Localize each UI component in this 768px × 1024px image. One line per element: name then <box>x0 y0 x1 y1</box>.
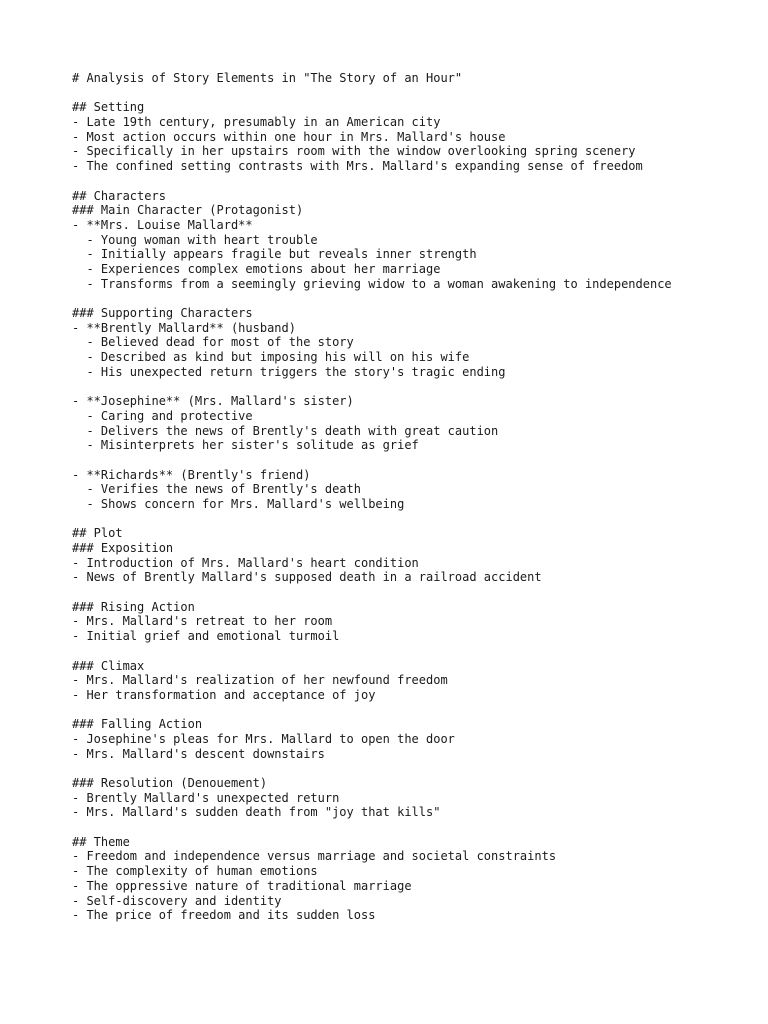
supporting-character-name: - **Richards** (Brently's friend) <box>72 467 311 482</box>
spacer <box>72 291 752 306</box>
supporting-character-name: - **Josephine** (Mrs. Mallard's sister) <box>72 394 354 409</box>
falling-action-item: - Mrs. Mallard's descent downstairs <box>72 746 325 761</box>
rising-action-heading: ### Rising Action <box>72 599 195 614</box>
resolution-heading: ### Resolution (Denouement) <box>72 776 268 790</box>
resolution-item: - Brently Mallard's unexpected return <box>72 790 340 805</box>
setting-heading: ## Setting <box>72 100 145 115</box>
climax-item: - Her transformation and acceptance of joy <box>72 687 376 702</box>
document-title: # Analysis of Story Elements in "The Story of an Hour" <box>72 71 463 85</box>
spacer <box>72 86 752 101</box>
supporting-character-trait: - Verifies the news of Brently's death <box>72 482 361 497</box>
theme-item: - The oppressive nature of traditional marriage <box>72 878 412 893</box>
theme-item: - Self-discovery and identity <box>72 893 282 908</box>
spacer <box>72 174 752 189</box>
setting-item: - Late 19th century, presumably in an American city <box>72 115 441 130</box>
characters-heading: ## Characters <box>72 188 166 203</box>
plot-heading: ## Plot <box>72 526 123 541</box>
exposition-item: - News of Brently Mallard's supposed death in a railroad accident <box>72 570 542 585</box>
supporting-characters-heading: ### Supporting Characters <box>72 306 253 320</box>
supporting-character-trait: - Described as kind but imposing his will on his wife <box>72 350 470 365</box>
theme-item: - The price of freedom and its sudden loss <box>72 908 376 923</box>
theme-heading: ## Theme <box>72 834 130 849</box>
main-character-trait: - Transforms from a seemingly grieving widow to a woman awakening to independence <box>72 276 672 291</box>
main-character-heading: ### Main Character (Protagonist) <box>72 203 304 218</box>
supporting-character-trait: - Shows concern for Mrs. Mallard's wellbeing <box>72 496 405 511</box>
supporting-character-trait: - Delivers the news of Brently's death with great caution <box>72 423 499 438</box>
spacer <box>72 761 752 776</box>
setting-item: - Most action occurs within one hour in Mrs. Mallard's house <box>72 129 506 144</box>
climax-heading: ### Climax <box>72 658 145 673</box>
spacer <box>72 644 752 659</box>
main-character-trait: - Young woman with heart trouble <box>72 232 318 247</box>
exposition-item: - Introduction of Mrs. Mallard's heart condition <box>72 555 419 570</box>
supporting-character-name: - **Brently Mallard** (husband) <box>72 320 296 335</box>
spacer <box>72 379 752 394</box>
document-body <box>72 71 752 923</box>
theme-item: - Freedom and independence versus marriage and societal constraints <box>72 849 557 864</box>
exposition-heading: ### Exposition <box>72 541 174 555</box>
supporting-character-trait: - Misinterprets her sister's solitude as grief <box>72 438 419 453</box>
setting-item: - The confined setting contrasts with Mrs. Mallard's expanding sense of freedom <box>72 159 643 174</box>
main-character-name: - **Mrs. Louise Mallard** <box>72 217 253 232</box>
supporting-character-trait: - Believed dead for most of the story <box>72 335 354 350</box>
supporting-character-trait: - His unexpected return triggers the story's tragic ending <box>72 364 506 379</box>
spacer <box>72 703 752 718</box>
falling-action-item: - Josephine's pleas for Mrs. Mallard to open the door <box>72 731 455 746</box>
setting-item: - Specifically in her upstairs room with the window overlooking spring scenery <box>72 144 636 159</box>
spacer <box>72 585 752 600</box>
main-character-trait: - Experiences complex emotions about her marriage <box>72 261 441 276</box>
resolution-item: - Mrs. Mallard's sudden death from "joy that kills" <box>72 805 441 820</box>
theme-item: - The complexity of human emotions <box>72 864 318 879</box>
climax-item: - Mrs. Mallard's realization of her newfound freedom <box>72 673 448 688</box>
spacer <box>72 820 752 835</box>
spacer <box>72 453 752 468</box>
spacer <box>72 512 752 527</box>
falling-action-heading: ### Falling Action <box>72 717 203 732</box>
main-character-trait: - Initially appears fragile but reveals inner strength <box>72 247 477 262</box>
rising-action-item: - Mrs. Mallard's retreat to her room <box>72 614 333 629</box>
supporting-character-trait: - Caring and protective <box>72 408 253 423</box>
rising-action-item: - Initial grief and emotional turmoil <box>72 629 340 644</box>
